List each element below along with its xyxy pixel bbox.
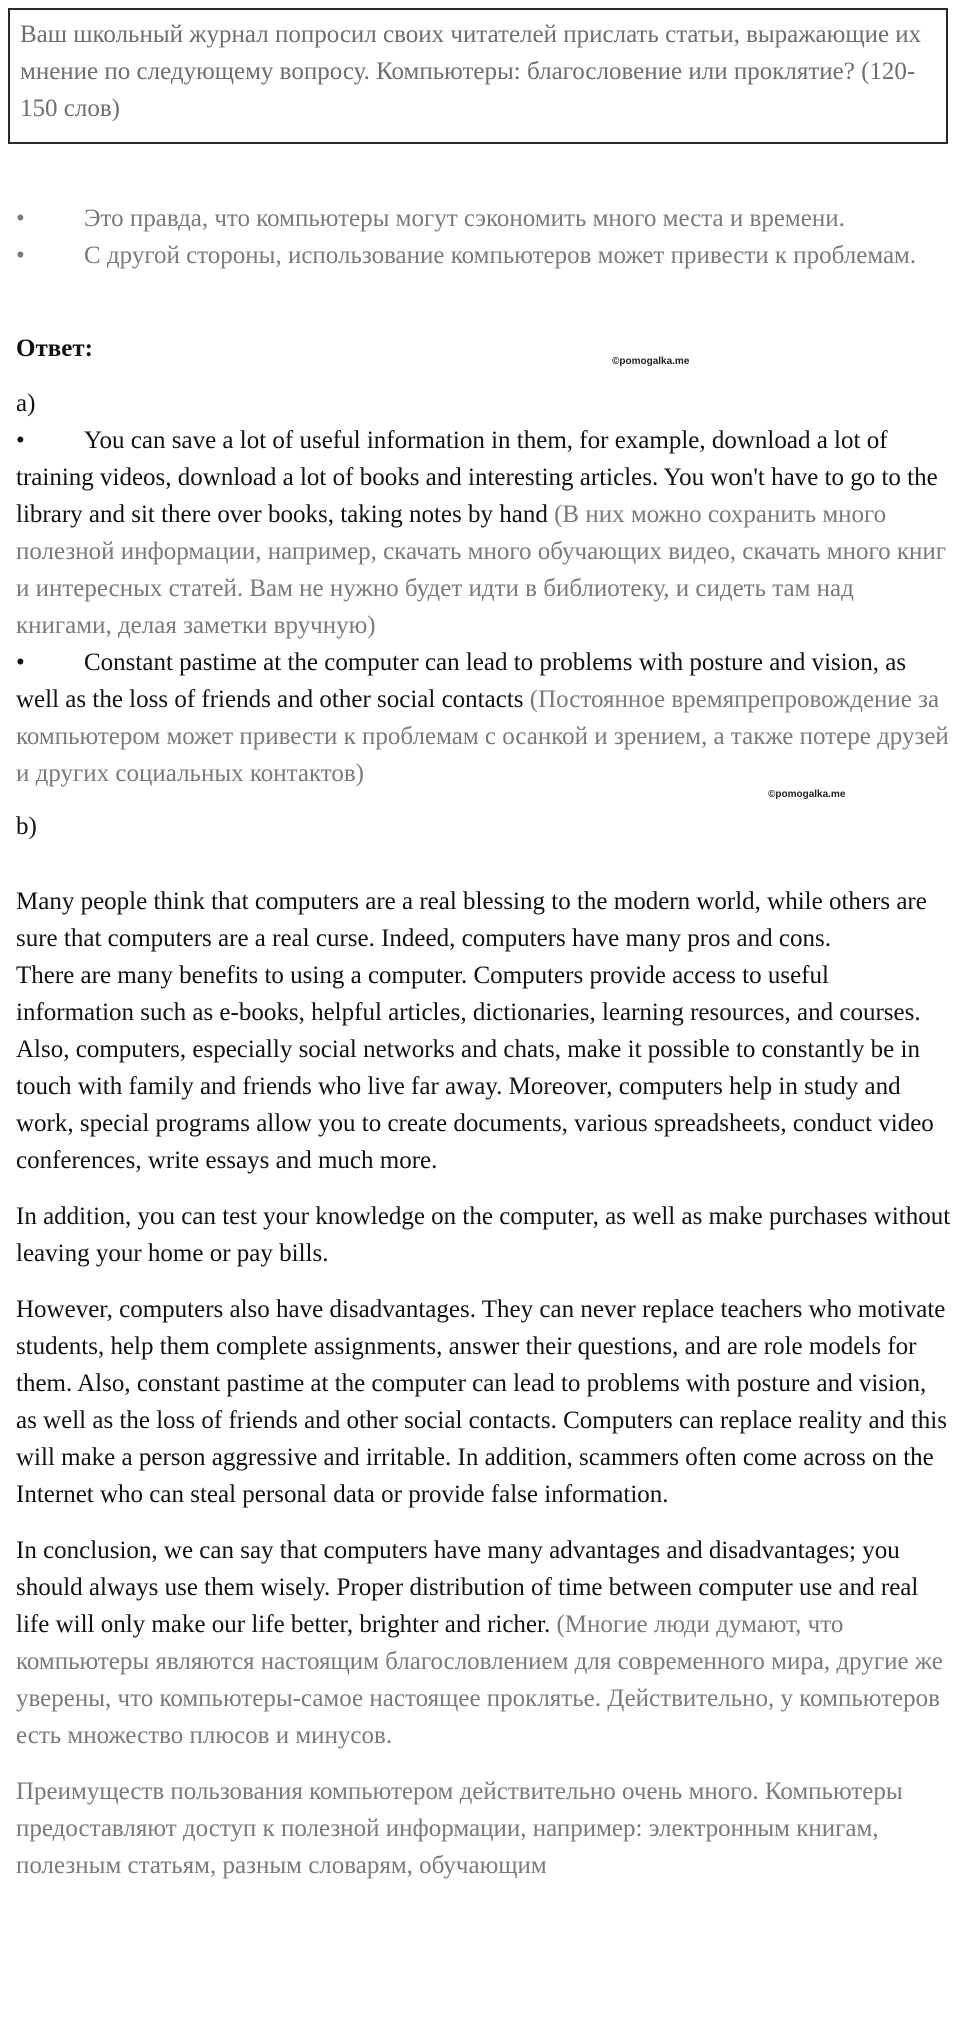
essay-paragraph: Many people think that computers are a real blessing to the modern world, while others are sure that computers are a real curse. Indeed, computers have many pros and cons.: [16, 888, 927, 952]
part-a-item-ru: (В них можно сохранить много полезной информации, например, скачать много обучающих видео, скачать много книг и интересных статей. Вам не нужно будет идти в библиотеку, и сидеть там над книгами, делая заметки вручную): [16, 501, 947, 639]
essay-paragraph: [16, 1532, 951, 1754]
part-a-item-ru: (Постоянное времяпрепровождение за компьютером может привести к проблемам с осанкой и зрением, а также потере друзей и других социальных контактов): [16, 686, 949, 787]
watermark: ©pomogalka.me: [768, 789, 846, 800]
essay-paragraph-en: In conclusion, we can say that computers have many advantages and disadvantages; you should always use them wisely. Proper distribution of time between computer use and real life will only make our life better, brighter and richer.: [16, 1537, 919, 1638]
part-a-label: а): [16, 390, 36, 417]
part-a-item-en: You can save a lot of useful information in them, for example, download a lot of training videos, download a lot of books and interesting articles. You won't have to go to the library and sit there over books, taking notes by hand: [16, 427, 938, 528]
part-b-label: b): [16, 813, 37, 840]
watermark: ©pomogalka.me: [612, 356, 690, 367]
hint-list: [16, 200, 951, 274]
essay-paragraph: In addition, you can test your knowledge on the computer, as well as make purchases without leaving your home or pay bills.: [16, 1203, 951, 1267]
essay-translation: (Многие люди думают, что компьютеры являются настоящим благословлением для современного мира, другие же уверены, что компьютеры-самое настоящее проклятье. Действительно, у компьютеров есть множество плюсов и минусов.: [16, 1611, 943, 1749]
task-text: Ваш школьный журнал попросил своих читателей прислать статьи, выражающие их мнение по следующему вопросу. Компьютеры: благословение или проклятие? (120-150 слов): [20, 21, 922, 122]
hint-item: [16, 237, 951, 274]
bullet: •: [16, 427, 25, 454]
essay: [16, 883, 951, 1884]
essay-paragraph: However, computers also have disadvantages. They can never replace teachers who motivate students, help them complete assignments, answer their questions, and are role models for them. Also, constant pastime at the computer can lead to problems with posture and vision, as well as the loss of friends and other social contacts. Computers can replace reality and this will make a person aggressive and irritable. In addition, scammers often come across on the Internet who can steal personal data or provide false information.: [16, 1296, 947, 1508]
hint-item: [16, 200, 951, 237]
part-a: [16, 385, 951, 792]
task-box: [8, 8, 948, 144]
answer-heading: Ответ:: [16, 335, 93, 362]
bullet: •: [16, 242, 25, 269]
hint-text: Это правда, что компьютеры могут сэкономить много места и времени.: [84, 205, 845, 232]
bullet: •: [16, 205, 25, 232]
hint-text: С другой стороны, использование компьютеров может привести к проблемам.: [84, 242, 917, 269]
bullet: •: [16, 649, 25, 676]
part-a-item: [16, 644, 951, 792]
part-a-item: [16, 422, 951, 644]
essay-translation-paragraph: Преимуществ пользования компьютером действительно очень много. Компьютеры предоставляют доступ к полезной информации, например: электронным книгам, полезным статьям, разным словарям, обучающим: [16, 1778, 903, 1879]
part-a-item-en: Constant pastime at the computer can lead to problems with posture and vision, as well as the loss of friends and other social contacts: [16, 649, 907, 713]
essay-paragraph: There are many benefits to using a computer. Computers provide access to useful information such as e-books, helpful articles, dictionaries, learning resources, and courses. Also, computers, especially social networks and chats, make it possible to constantly be in touch with family and friends who live far away. Moreover, computers help in study and work, special programs allow you to create documents, various spreadsheets, conduct video conferences, write essays and much more.: [16, 962, 934, 1174]
